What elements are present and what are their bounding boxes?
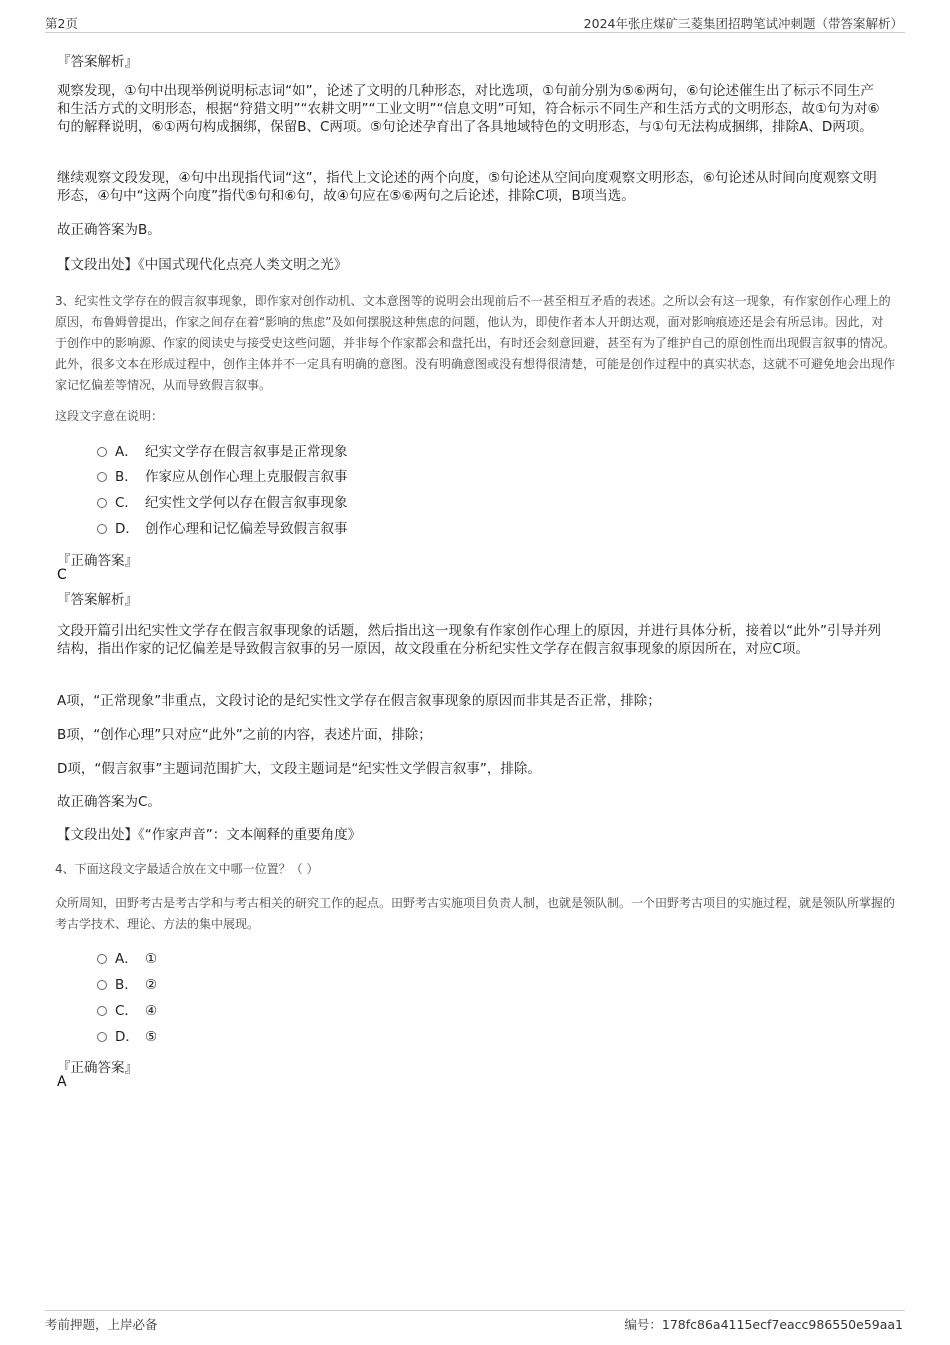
radio-button-icon[interactable]: [97, 472, 107, 482]
q3-source: 【文段出处】《“作家声音”：文本阐释的重要角度》: [57, 827, 362, 843]
page-header: [45, 14, 905, 33]
radio-button-icon[interactable]: [97, 980, 107, 990]
q3-prompt: 这段文字意在说明：: [55, 409, 164, 423]
q3-correct-answer: C: [57, 567, 67, 583]
document-id: 编号：178fc86a4115ecf7eacc986550e59aa1: [624, 1317, 903, 1332]
radio-button-icon[interactable]: [97, 524, 107, 534]
radio-button-icon[interactable]: [97, 498, 107, 508]
q3-option-a[interactable]: A． 纪实文学存在假言叙事是正常现象: [97, 443, 348, 461]
q4-stem: 4、下面这段文字最适合放在文中哪一位置？（ ）: [55, 862, 319, 876]
q2-analysis-para-2: 继续观察文段发现，④句中出现指代词“这”，指代上文论述的两个向度，⑤句论述从空间向度观察文明形态，⑥句论述从时间向度观察文明形态，④句中“这两个向度”指代⑤句和⑥句，故④句应在⑤⑥两句之后论述，排除C项，B项当选。: [57, 170, 877, 204]
q3-option-d-analysis: D项，“假言叙事”主题词范围扩大，文段主题词是“纪实性文学假言叙事”，排除。: [57, 761, 541, 777]
page-footer: [45, 1310, 905, 1335]
q4-option-d[interactable]: D． ⑤: [97, 1028, 157, 1046]
q3-analysis-para-1: 文段开篇引出纪实性文学存在假言叙事现象的话题，然后指出这一现象有作家创作心理上的原因，并进行具体分析，接着以“此外”引导并列结构，指出作家的记忆偏差是导致假言叙事的另一原因，故文段重在分析纪实性文学存在假言叙事现象的原因所在，对应C项。: [57, 623, 881, 657]
q4-option-a[interactable]: A． ①: [97, 950, 157, 968]
q3-option-c[interactable]: C． 纪实性文学何以存在假言叙事现象: [97, 494, 348, 512]
q4-correct-answer: A: [57, 1074, 67, 1090]
q4-option-c[interactable]: C． ④: [97, 1002, 157, 1020]
q3-option-b-analysis: B项，“创作心理”只对应“此外”之前的内容，表述片面，排除；: [57, 727, 432, 743]
document-title: 2024年张庄煤矿三菱集团招聘笔试冲刺题（带答案解析）: [583, 16, 903, 31]
radio-button-icon[interactable]: [97, 954, 107, 964]
radio-button-icon[interactable]: [97, 447, 107, 457]
q4-correct-label: 『正确答案』: [57, 1060, 138, 1076]
radio-button-icon[interactable]: [97, 1032, 107, 1042]
q2-analysis-label: 『答案解析』: [57, 54, 138, 70]
radio-button-icon[interactable]: [97, 1006, 107, 1016]
q3-stem: 3、纪实性文学存在的假言叙事现象，即作家对创作动机、文本意图等的说明会出现前后不一甚至相互矛盾的表述。之所以会有这一现象，有作家创作心理上的原因，布鲁姆曾提出，作家之间存在着“影响的焦虑”及如何摆脱这种焦虑的问题，他认为，即使作者本人开朗达观，面对影响痕迹还是会有所忌讳。因此，对于创作中的影响源、作家的阅读史与接受史这些问题，并非每个作家都会和盘托出，有时还会刻意回避，甚至有为了维护自己的原创性而出现假言叙事的情况。此外，很多文本在形成过程中，创作主体并不一定具有明确的意图。没有明确意图或没有想得很清楚，可能是创作过程中的真实状态，这就不可避免地会出现作家记忆偏差等情况，从而导致假言叙事。: [55, 294, 896, 392]
page-number: 第2页: [45, 16, 78, 31]
footer-slogan: 考前押题，上岸必备: [45, 1317, 158, 1332]
q2-conclusion: 故正确答案为B。: [57, 222, 161, 238]
q3-correct-label: 『正确答案』: [57, 553, 138, 569]
q2-analysis-para-1: 观察发现，①句中出现举例说明标志词“如”，论述了文明的几种形态，对比选项，①句前分别为⑤⑥两句，⑥句论述催生出了标示不同生产和生活方式的文明形态，根据“狩猎文明”“农耕文明”“工业文明”“信息文明”可知，符合标示不同生产和生活方式的文明形态，故①句为对⑥句的解释说明，⑥①两句构成捆绑，保留B、C两项。⑤句论述孕育出了各具地域特色的文明形态，与①句无法构成捆绑，排除A、D两项。: [57, 83, 880, 135]
q3-analysis-label: 『答案解析』: [57, 592, 138, 608]
q4-passage: 众所周知，田野考古是考古学和与考古相关的研究工作的起点。田野考古实施项目负责人制，也就是领队制。一个田野考古项目的实施过程，就是领队所掌握的考古学技术、理论、方法的集中展现。: [55, 896, 896, 931]
q3-option-d[interactable]: D． 创作心理和记忆偏差导致假言叙事: [97, 520, 348, 538]
q3-option-b[interactable]: B． 作家应从创作心理上克服假言叙事: [97, 468, 348, 486]
q2-source: 【文段出处】《中国式现代化点亮人类文明之光》: [57, 257, 348, 273]
q4-option-b[interactable]: B． ②: [97, 976, 157, 994]
q3-conclusion: 故正确答案为C。: [57, 794, 161, 810]
q3-option-a-analysis: A项，“正常现象”非重点，文段讨论的是纪实性文学存在假言叙事现象的原因而非其是否正常，排除；: [57, 693, 661, 709]
